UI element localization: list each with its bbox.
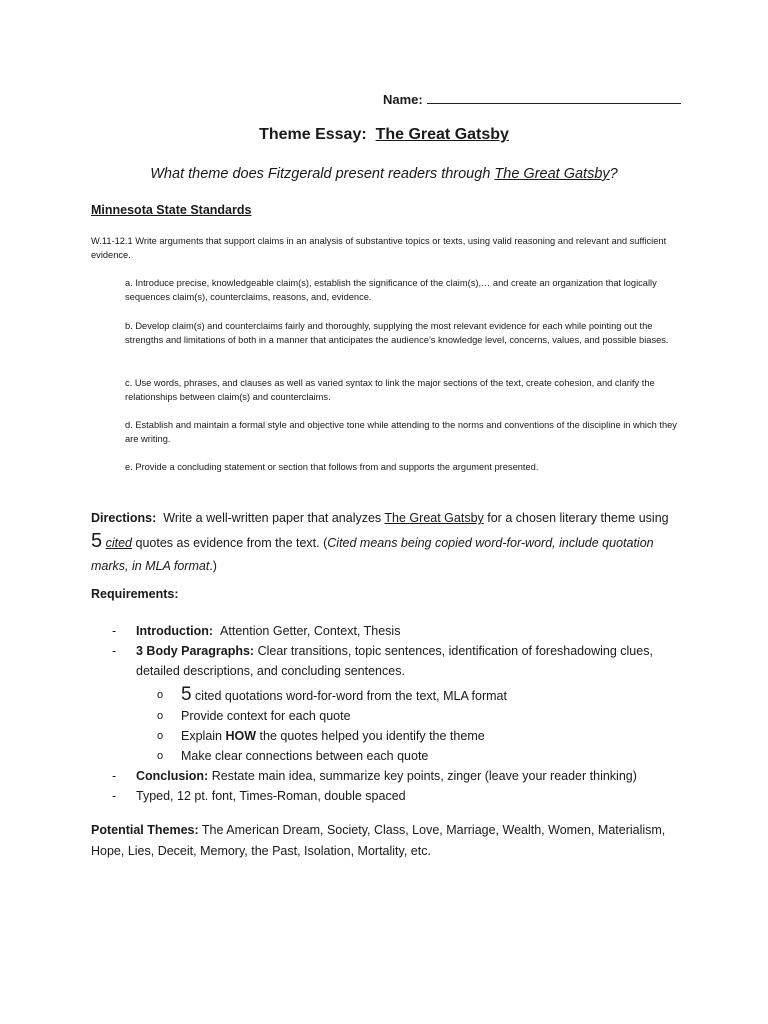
list-item [112, 786, 682, 806]
body-label: 3 Body Paragraphs: [136, 644, 255, 658]
circle-bullet: o [157, 730, 164, 742]
standard-main: W.11-12.1 Write arguments that support claims in an analysis of substantive topics or texts, using valid reasoning and relevant and sufficient evidence. [91, 236, 667, 260]
list-item [112, 706, 682, 726]
standard-item-e: e. Provide a concluding statement or section that follows from and supports the argument presented. [125, 462, 539, 472]
sub-item-3-bold: HOW [225, 729, 257, 743]
standard-item-b: b. Develop claim(s) and counterclaims fairly and thoroughly, supplying the most relevant evidence for each while pointing out the strengths and limitations of both in a manner that anticipates the audience’s knowledge level, concerns, values, and possible biases. [125, 321, 669, 345]
directions-text-3: quotes as evidence from the text. ( [132, 536, 328, 550]
title-book: The Great Gatsby [375, 126, 509, 143]
intro-label: Introduction: [136, 624, 214, 638]
dash-bullet: - [112, 789, 117, 803]
sub-number: 5 [181, 684, 192, 705]
conclusion-text: Restate main idea, summarize key points, zinger (leave your reader thinking) [208, 769, 637, 783]
page-title [0, 126, 768, 144]
title-prefix: Theme Essay: [259, 126, 367, 143]
directions-cited: cited [105, 536, 133, 550]
directions-text-4: .) [209, 559, 217, 573]
list-item [112, 766, 682, 786]
requirements-heading: Requirements: [91, 587, 179, 601]
intro-text: Attention Getter, Context, Thesis [220, 624, 401, 638]
name-label: Name: [383, 92, 423, 107]
dash-bullet: - [112, 624, 117, 638]
list-item [112, 685, 682, 706]
sub-item-3-pre: Explain [181, 729, 226, 743]
directions-book: The Great Gatsby [384, 511, 484, 525]
directions-paragraph [91, 507, 681, 578]
standard-item-d: d. Establish and maintain a formal style and objective tone while attending to the norms and conventions of the discipline in which they are writing. [125, 420, 677, 444]
question-after: ? [609, 166, 618, 182]
question-book: The Great Gatsby [494, 166, 610, 182]
directions-number: 5 [91, 530, 103, 552]
question-before: What theme does Fitzgerald present readers through [150, 166, 495, 182]
sub-item-1: cited quotations word-for-word from the text, MLA format [191, 689, 507, 703]
themes-text: The American Dream, Society, Class, Love, Marriage, Wealth, Women, Materialism, Hope, Lies, Deceit, Memory, the Past, Isolation, Mortality, etc. [91, 823, 666, 858]
potential-themes [91, 820, 676, 862]
standard-item-a: a. Introduce precise, knowledgeable claim(s), establish the significance of the claim(s),… and create an organization that logically sequences claim(s), counterclaims, reasons, and, evidence. [125, 278, 657, 302]
list-item [112, 746, 682, 766]
sub-item-4: Make clear connections between each quote [181, 749, 429, 763]
conclusion-label: Conclusion: [136, 769, 209, 783]
format-text: Typed, 12 pt. font, Times-Roman, double spaced [136, 789, 406, 803]
standards-heading: Minnesota State Standards [91, 203, 252, 217]
dash-bullet: - [112, 769, 117, 783]
list-item [112, 726, 682, 746]
sub-item-3-post: the quotes helped you identify the theme [256, 729, 485, 743]
name-blank-line [427, 92, 681, 104]
circle-bullet: o [157, 710, 164, 722]
circle-bullet: o [157, 750, 164, 762]
requirements-list [112, 621, 682, 806]
body-sub-list [112, 685, 682, 766]
directions-text-2: for a chosen literary theme using [483, 511, 669, 525]
standard-item-c: c. Use words, phrases, and clauses as well as varied syntax to link the major sections of the text, create cohesion, and clarify the relationships between claim(s) and counterclaims. [125, 378, 655, 402]
dash-bullet: - [112, 644, 117, 658]
name-field [383, 92, 681, 107]
directions-note: Cited means being copied word-for-word, include quotation marks, in MLA format [91, 536, 654, 573]
directions-text-1: Write a well-written paper that analyzes [163, 511, 385, 525]
body-text: Clear transitions, topic sentences, identification of foreshadowing clues, detailed descriptions, and concluding sentences. [136, 644, 653, 678]
list-item [112, 641, 682, 681]
essay-question [0, 166, 768, 182]
sub-item-2: Provide context for each quote [181, 709, 351, 723]
themes-label: Potential Themes: [91, 823, 199, 837]
directions-label: Directions: [91, 511, 157, 525]
list-item [112, 621, 682, 641]
circle-bullet: o [157, 689, 164, 701]
